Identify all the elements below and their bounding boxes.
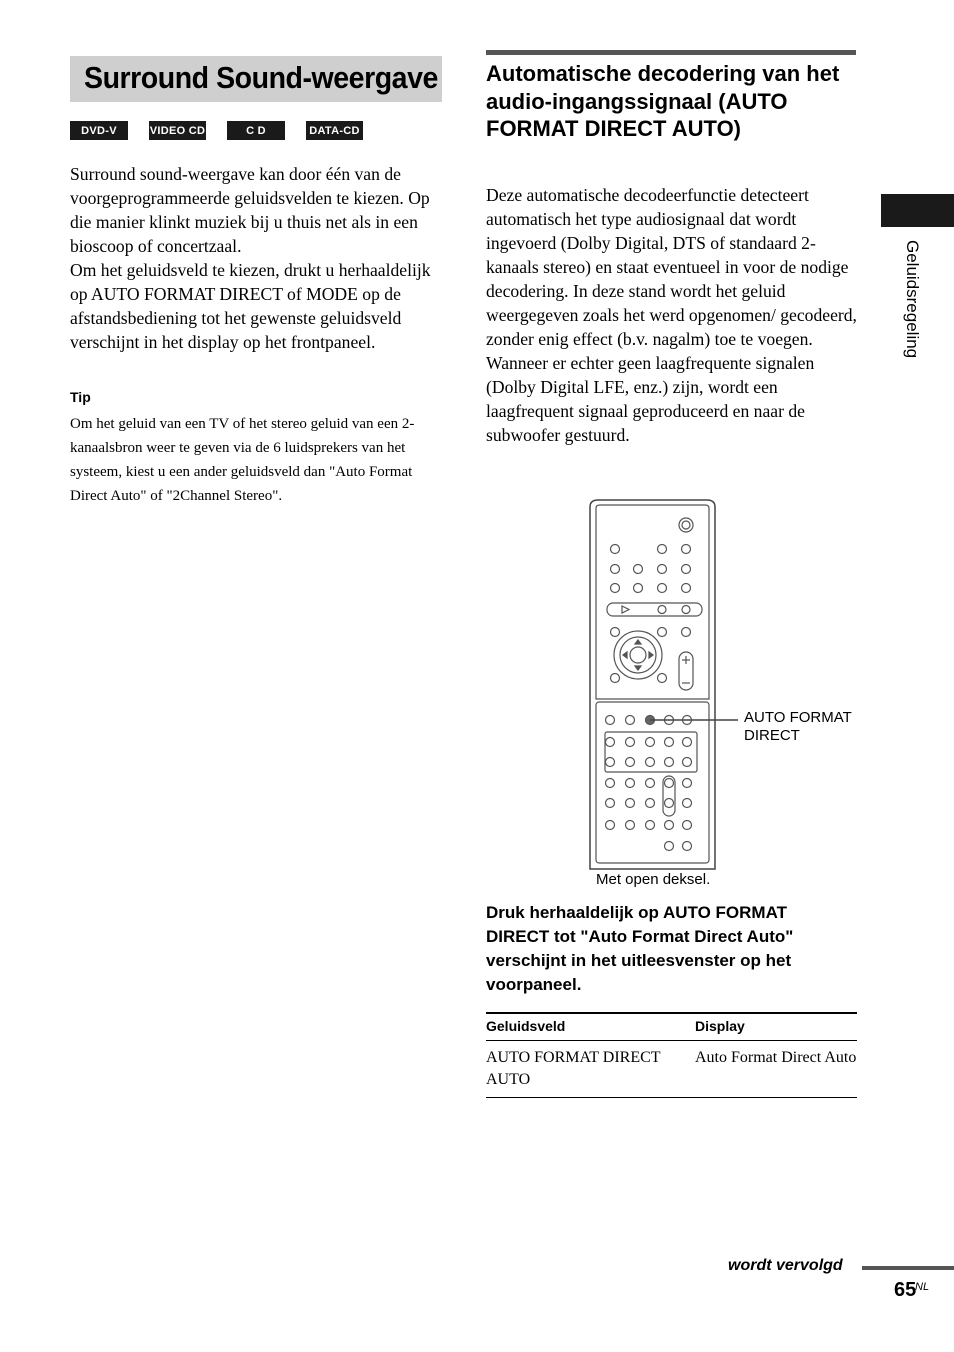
page-number: 65	[894, 1279, 917, 1301]
continued-rule	[862, 1266, 954, 1270]
table-header-sound-field: Geluidsveld	[486, 1013, 695, 1041]
intro-text	[70, 162, 450, 354]
callout-line: AUTO FORMAT	[744, 709, 852, 726]
table-row	[486, 1041, 857, 1098]
table-cell: AUTO FORMAT DIRECT AUTO	[486, 1041, 695, 1098]
badge-video-cd: VIDEO CD	[149, 121, 206, 140]
chapter-label: Geluidsregeling	[903, 240, 922, 359]
instruction-step: Druk herhaaldelijk op AUTO FORMAT DIRECT tot "Auto Format Direct Auto" verschijnt in het uitleesvenster op het voorpaneel.	[486, 903, 794, 994]
description-paragraph: Wanneer er echter geen laagfrequente signalen (Dolby Digital LFE, enz.) zijn, wordt een laagfrequent signaal geproduceerd en naar de subwoofer gestuurd.	[486, 353, 815, 445]
remote-control-illustration	[580, 492, 870, 874]
badge-dvd-v: DVD-V	[70, 121, 128, 140]
heading-rule	[486, 50, 856, 55]
callout-auto-format-direct	[744, 709, 852, 745]
intro-paragraph: Om het geluidsveld te kiezen, drukt u herhaaldelijk op AUTO FORMAT DIRECT of MODE op de afstandsbediening tot het gewenste geluidsveld verschijnt in het display op het frontpaneel.	[70, 260, 431, 352]
section-title: Surround Sound-weergave	[84, 60, 438, 95]
continued-note: wordt vervolgd	[728, 1257, 843, 1274]
sound-field-table	[486, 1012, 857, 1098]
table-header-display: Display	[695, 1013, 857, 1041]
tip-heading: Tip	[70, 389, 91, 405]
description-paragraph: Deze automatische decodeerfunctie detecteert automatisch het type audiosignaal dat wordt ingevoerd (Dolby Digital, DTS of standaard 2-kanaals stereo) en staat eventueel in voor de nodige decodering. In deze stand wordt het geluid weergegeven zoals het werd opgenomen/ gecodeerd, zonder enig effect (b.v. nagalm) toe te voegen.	[486, 185, 857, 349]
illustration-caption: Met open deksel.	[596, 871, 711, 888]
callout-line: DIRECT	[744, 727, 800, 744]
description-text	[486, 183, 858, 447]
page-language-suffix: NL	[915, 1281, 930, 1293]
badge-cd: C D	[227, 121, 285, 140]
subsection-heading: Automatische decodering van het audio-ingangssignaal (AUTO FORMAT DIRECT AUTO)	[486, 61, 840, 141]
tip-text: Om het geluid van een TV of het stereo geluid van een 2-kanaalsbron weer te geven via de 6 luidsprekers van het systeem, kiest u een ander geluidsveld dan "Auto Format Direct Auto" of "2Channel Stereo".	[70, 416, 415, 504]
chapter-tab	[881, 194, 954, 227]
badge-data-cd: DATA-CD	[306, 121, 363, 140]
table-cell: Auto Format Direct Auto	[695, 1041, 857, 1098]
intro-paragraph: Surround sound-weergave kan door één van de voorgeprogrammeerde geluidsvelden te kiezen. Op die manier klinkt muziek bij u thuis net als in een bioscoop of concertzaal.	[70, 164, 430, 256]
